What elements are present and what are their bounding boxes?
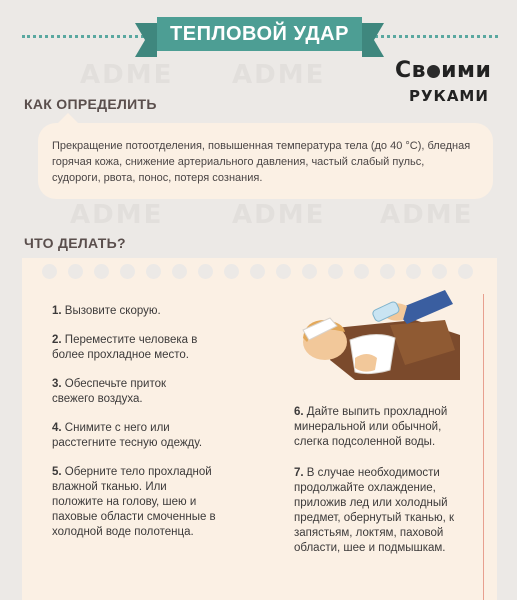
watermark: ADME xyxy=(80,60,174,90)
step-text: Снимите с него или расстегните тесную одежду. xyxy=(52,422,203,449)
punch-hole xyxy=(328,264,343,279)
symptoms-card xyxy=(38,123,493,199)
step-number: 5. xyxy=(52,466,62,478)
symptoms-text: Прекращение потоотделения, повышенная температура тела (до 40 °С), бледная горячая кожа, снижение артериального давления, частый слабый пульс, судороги, рвота, понос, потеря сознания. xyxy=(52,140,471,184)
step-text: Дайте выпить прохладной минеральной или обычной, слегка подсоленной воды. xyxy=(294,406,448,448)
logo-text-part: Св xyxy=(395,58,427,83)
step-item xyxy=(52,465,217,540)
punch-hole xyxy=(94,264,109,279)
card-pointer xyxy=(58,113,78,123)
punch-hole xyxy=(458,264,473,279)
step-item xyxy=(52,304,252,319)
section-title-how-to-identify: КАК ОПРЕДЕЛИТЬ xyxy=(24,96,157,112)
punch-hole xyxy=(276,264,291,279)
yarn-ball-icon xyxy=(427,65,440,78)
banner-divider-left xyxy=(22,35,150,38)
watermark: ADME xyxy=(380,200,474,230)
step-text: Переместите человека в более прохладное место. xyxy=(52,334,198,361)
page-title: ТЕПЛОВОЙ УДАР xyxy=(170,22,349,45)
step-text: Обеспечьте приток свежего воздуха. xyxy=(52,378,167,405)
punch-hole xyxy=(224,264,239,279)
step-item xyxy=(52,333,217,363)
punch-hole xyxy=(250,264,265,279)
watermark: ADME xyxy=(70,200,164,230)
punch-hole xyxy=(120,264,135,279)
step-item xyxy=(294,466,474,556)
punch-hole xyxy=(432,264,447,279)
punch-hole xyxy=(146,264,161,279)
page-title-banner xyxy=(157,17,362,51)
first-aid-illustration xyxy=(295,280,465,390)
punch-hole xyxy=(42,264,57,279)
step-number: 3. xyxy=(52,378,62,390)
step-item xyxy=(52,421,222,451)
step-number: 7. xyxy=(294,467,304,479)
step-number: 4. xyxy=(52,422,62,434)
watermark: ADME xyxy=(232,200,326,230)
logo-subtitle: РУКАМИ xyxy=(409,87,489,105)
logo xyxy=(395,58,505,105)
step-text: В случае необходимости продолжайте охлаждение, приложив лед или холодный предмет, обернутый тканью, к запястьям, локтям, паховой области, шее и подмышкам. xyxy=(294,467,455,554)
step-number: 2. xyxy=(52,334,62,346)
step-item xyxy=(294,405,474,450)
punch-hole xyxy=(68,264,83,279)
punch-hole xyxy=(172,264,187,279)
step-number: 1. xyxy=(52,305,62,317)
section-title-what-to-do: ЧТО ДЕЛАТЬ? xyxy=(24,235,126,251)
banner-divider-right xyxy=(370,35,498,38)
watermark: ADME xyxy=(232,60,326,90)
punch-hole xyxy=(380,264,395,279)
punch-hole xyxy=(302,264,317,279)
notepad-margin-line xyxy=(483,294,484,600)
step-item xyxy=(52,377,197,407)
step-number: 6. xyxy=(294,406,304,418)
punch-hole xyxy=(198,264,213,279)
step-text: Оберните тело прохладной влажной тканью. Или положите на голову, шею и паховые области смоченные в холодной воде полотенца. xyxy=(52,466,216,538)
logo-text-part: ими xyxy=(441,58,492,83)
step-text: Вызовите скорую. xyxy=(64,305,161,317)
punch-hole xyxy=(354,264,369,279)
punch-hole xyxy=(406,264,421,279)
